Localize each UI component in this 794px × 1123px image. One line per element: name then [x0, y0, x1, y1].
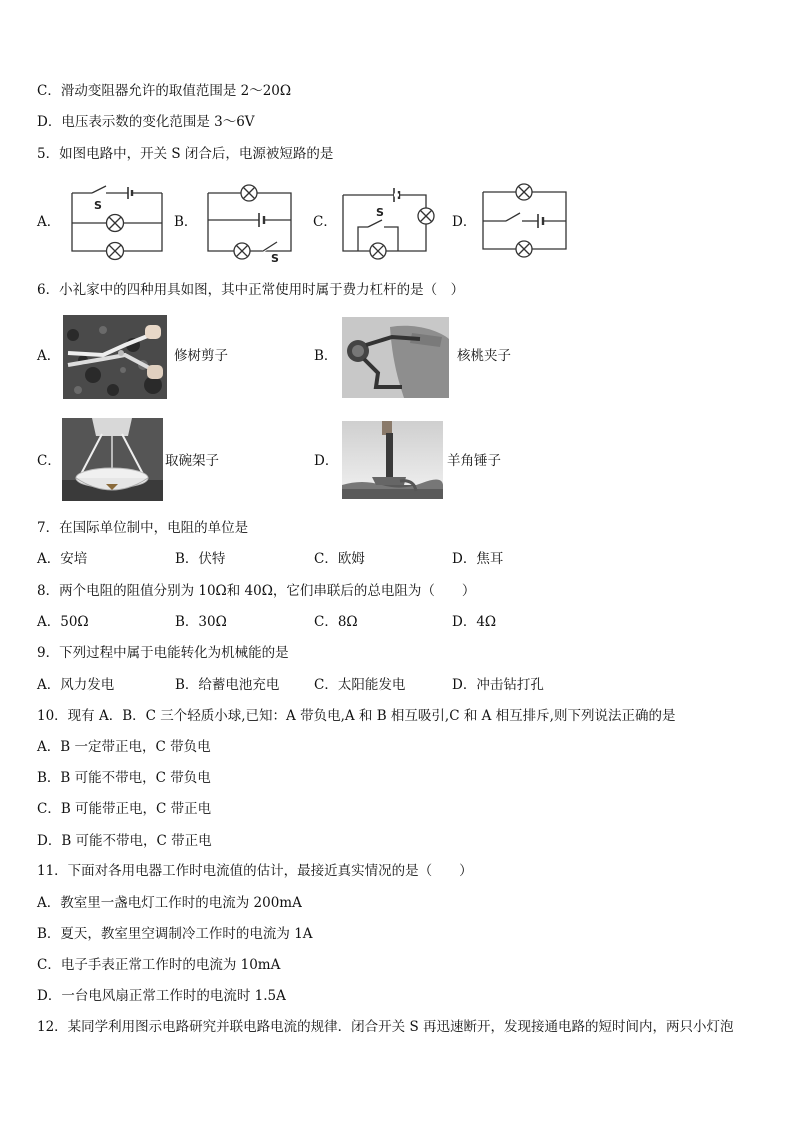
q5-circuit-b [205, 183, 295, 265]
q11-option-a: A．教室里一盏电灯工作时的电流为 200mA [37, 895, 302, 911]
switch-label: S [271, 252, 279, 265]
q5-label-c: C． [313, 214, 337, 230]
q11-stem: 11．下面对各用电器工作时电流值的估计，最接近真实情况的是（ ） [37, 863, 473, 879]
q7-stem: 7．在国际单位制中，电阻的单位是 [37, 520, 249, 536]
q6-caption-c: 取碗架子 [165, 453, 219, 469]
q5-label-b: B． [174, 214, 198, 230]
q7-option-a: A．安培 [37, 551, 88, 567]
q9-option-b: B．给蓄电池充电 [175, 677, 280, 693]
switch-label: S [94, 199, 102, 212]
q8-option-c: C．8Ω [314, 614, 358, 630]
q9-option-a: A．风力发电 [37, 677, 115, 693]
q9-option-d: D．冲击钻打孔 [452, 677, 544, 693]
q6-label-c: C． [37, 453, 61, 469]
q7-option-d: D．焦耳 [452, 551, 504, 567]
q5-label-a: A． [37, 214, 61, 230]
q8-option-d: D．4Ω [452, 614, 497, 630]
q6-stem: 6．小礼家中的四种用具如图，其中正常使用时属于费力杠杆的是（ ） [37, 282, 465, 298]
q9-option-c: C．太阳能发电 [314, 677, 406, 693]
q5-circuit-a [68, 183, 168, 259]
q6-label-a: A． [37, 348, 61, 364]
q6-label-d: D． [314, 453, 339, 469]
q11-option-c: C．电子手表正常工作时的电流为 10mA [37, 957, 281, 973]
q10-option-d: D．B 可能不带电，C 带正电 [37, 833, 212, 849]
q6-caption-a: 修树剪子 [174, 348, 228, 364]
nutcracker-photo [342, 317, 449, 398]
switch-label: S [376, 206, 384, 219]
q7-option-b: B．伏特 [175, 551, 226, 567]
q9-stem: 9．下列过程中属于电能转化为机械能的是 [37, 645, 289, 661]
q10-option-c: C．B 可能带正电，C 带正电 [37, 801, 212, 817]
bowl-tongs-photo [62, 418, 163, 501]
q7-options [37, 550, 737, 568]
claw-hammer-photo [342, 421, 443, 499]
q8-option-b: B．30Ω [175, 614, 227, 630]
q9-options [37, 676, 737, 694]
q8-stem: 8．两个电阻的阻值分别为 10Ω和 40Ω，它们串联后的总电阻为（ ） [37, 583, 476, 599]
q5-label-d: D． [452, 214, 477, 230]
q12-stem: 12．某同学利用图示电路研究并联电路电流的规律．闭合开关 S 再迅速断开，发现接通电路的短时间内，两只小灯泡 [37, 1019, 734, 1035]
q11-option-d: D．一台电风扇正常工作时的电流时 1.5A [37, 988, 286, 1004]
q5-circuit-d [480, 181, 570, 261]
q10-option-b: B．B 可能不带电，C 带负电 [37, 770, 211, 786]
q8-options [37, 613, 737, 631]
q11-option-b: B．夏天，教室里空调制冷工作时的电流为 1A [37, 926, 313, 942]
q5-circuit-c [340, 183, 440, 259]
q8-option-a: A．50Ω [37, 614, 89, 630]
q6-caption-d: 羊角锤子 [447, 453, 501, 469]
q5-stem: 5．如图电路中，开关 S 闭合后，电源被短路的是 [37, 146, 334, 162]
q4-option-c: C．滑动变阻器允许的取值范围是 2～20Ω [37, 83, 292, 99]
hedge-shears-photo [63, 315, 167, 399]
q6-label-b: B． [314, 348, 338, 364]
q6-caption-b: 核桃夹子 [457, 348, 511, 364]
q10-stem: 10．现有 A．B．C 三个轻质小球,已知：A 带负电,A 和 B 相互吸引,C 和 A 相互排斥,则下列说法正确的是 [37, 708, 676, 724]
q10-option-a: A．B 一定带正电，C 带负电 [37, 739, 211, 755]
q7-option-c: C．欧姆 [314, 551, 365, 567]
q4-option-d: D．电压表示数的变化范围是 3～6V [37, 114, 255, 130]
